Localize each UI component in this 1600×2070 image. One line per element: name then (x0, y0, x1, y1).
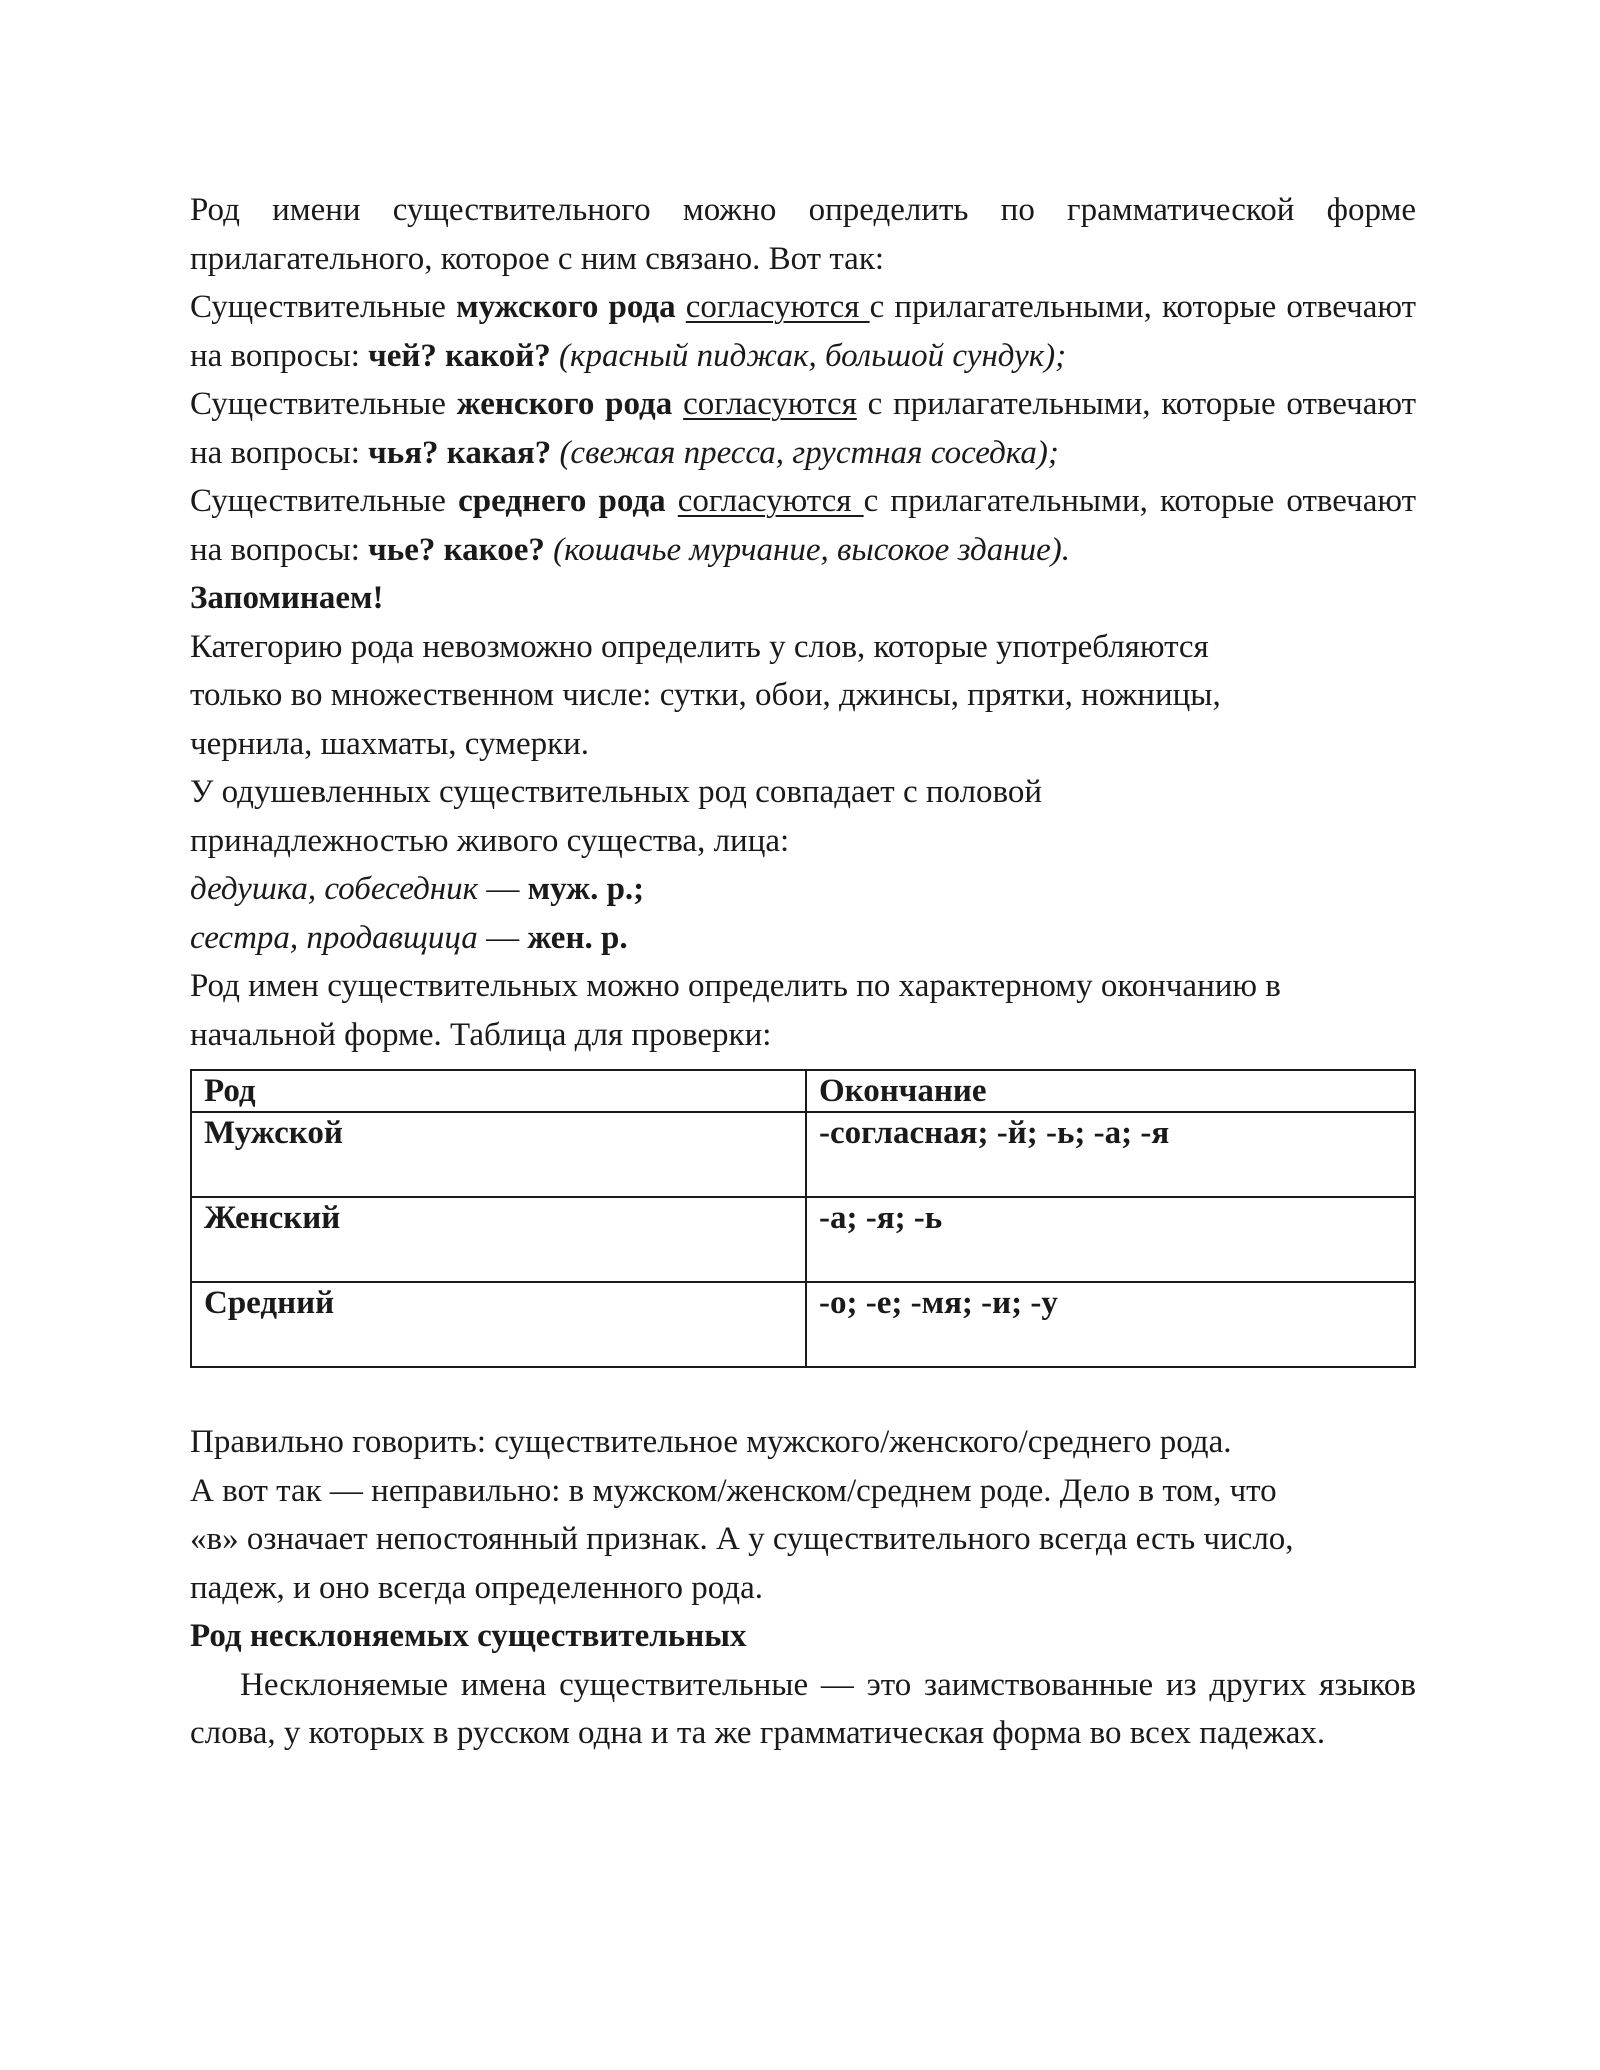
example-feminine-dash: — (477, 919, 528, 956)
example-masculine-words: дедушка, собеседник (190, 871, 479, 907)
table-cell-gender: Средний (191, 1282, 806, 1367)
feminine-underlined: согласуются (683, 386, 857, 422)
indeclinable-paragraph: Несклоняемые имена существительные — это заимствованные из других языков слова, у которых в русском одна и та же грамматическая форма во всех падежах. (190, 1666, 1416, 1751)
table-row (191, 1282, 1415, 1367)
remember-heading (190, 574, 1416, 623)
neuter-text-1: Существительные (190, 483, 459, 519)
document-page (190, 186, 1416, 1758)
intro-paragraph: Род имени существительного можно определить по грамматической форме прилагательного, которое с ним связано. Вот так: (190, 192, 1416, 277)
ending-line-2: начальной форме. Таблица для проверки: (190, 1016, 772, 1053)
example-masculine-label: муж. р.; (527, 871, 645, 907)
neuter-text-2: с прилагательными, которые отвечают на вопросы: (190, 483, 1417, 568)
plural-line-2: только во множественном числе: сутки, обои, джинсы, прятки, ножницы, (190, 677, 1221, 713)
feminine-text-1: Существительные (190, 386, 457, 422)
wrong-usage-line-1: А вот так — неправильно: в мужском/женском/среднем роде. Дело в том, что (190, 1472, 1277, 1509)
animate-line-1: У одушевленных существительных род совпадает с половой (190, 774, 1043, 810)
masculine-space-2 (551, 338, 559, 374)
correct-usage: Правильно говорить: существительное мужского/женского/среднего рода. (190, 1424, 1232, 1460)
feminine-text-2: с прилагательными, которые отвечают на вопросы: (190, 386, 1417, 471)
masculine-questions: чей? какой? (368, 337, 551, 374)
feminine-space (672, 386, 683, 422)
indeclinable-heading-text: Род несклоняемых существительных (190, 1618, 747, 1654)
neuter-questions: чье? какое? (368, 531, 545, 568)
ending-line-1: Род имен существительных можно определить по характерному окончанию в (190, 968, 1281, 1004)
table-header-ending: Окончание (806, 1070, 1415, 1112)
neuter-space-2 (545, 532, 553, 568)
feminine-bold: женского рода (456, 386, 673, 422)
masculine-rule (190, 283, 1416, 380)
table-row (191, 1112, 1415, 1197)
table-cell-ending: -а; -я; -ь (806, 1197, 1415, 1282)
example-masculine (190, 865, 1416, 914)
example-masculine-dash: — (478, 871, 528, 907)
masculine-text-2: с прилагательными, которые отвечают на вопросы: (190, 289, 1416, 374)
neuter-examples: (кошачье мурчание, высокое здание). (553, 531, 1070, 568)
table-cell-ending: -согласная; -й; -ь; -а; -я (806, 1112, 1415, 1197)
neuter-rule (190, 477, 1416, 574)
example-feminine-label: жен. р. (527, 919, 628, 956)
masculine-text-1: Существительные (190, 289, 457, 325)
table-cell-gender: Мужской (191, 1112, 806, 1197)
neuter-underlined: согласуются (677, 483, 864, 519)
neuter-bold: среднего рода (458, 483, 666, 519)
remember-text: Запоминаем! (190, 580, 384, 616)
masculine-underlined: согласуются (685, 289, 870, 325)
feminine-examples: (свежая пресса, грустная соседка); (559, 434, 1059, 471)
example-feminine (190, 914, 1416, 963)
neuter-space (666, 483, 678, 519)
table-cell-ending: -о; -е; -мя; -и; -у (806, 1282, 1415, 1367)
feminine-rule (190, 380, 1416, 477)
gender-endings-table (190, 1069, 1416, 1368)
table-cell-gender: Женский (191, 1197, 806, 1282)
plural-line-1: Категорию рода невозможно определить у слов, которые употребляются (190, 628, 1209, 665)
table-row (191, 1197, 1415, 1282)
animate-line-2: принадлежностью живого существа, лица: (190, 822, 790, 859)
wrong-usage-line-2: «в» означает непостоянный признак. А у существительного всегда есть число, (190, 1521, 1294, 1557)
masculine-examples: (красный пиджак, большой сундук); (559, 337, 1067, 374)
indeclinable-heading (190, 1612, 1416, 1661)
masculine-space (676, 289, 686, 325)
masculine-bold: мужского рода (456, 289, 676, 325)
table-header-row (191, 1070, 1415, 1112)
table-header-gender: Род (191, 1070, 806, 1112)
plural-line-3: чернила, шахматы, сумерки. (190, 725, 590, 762)
feminine-questions: чья? какая? (368, 434, 552, 471)
example-feminine-words: сестра, продавщица (190, 919, 478, 956)
wrong-usage-line-3: падеж, и оно всегда определенного рода. (190, 1569, 763, 1606)
